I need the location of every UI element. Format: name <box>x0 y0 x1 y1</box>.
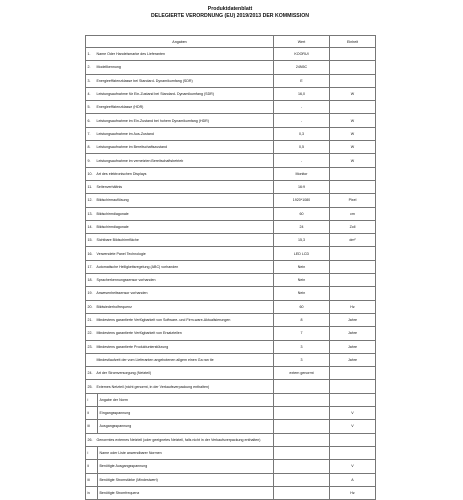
row-unit: A <box>330 473 376 486</box>
table-row <box>86 74 376 87</box>
row-label: Mindestlaufzeit der vom Lieferanten angebotenen allgem einen Ga ran tie <box>96 357 214 362</box>
row-label: Name Oder Handelsmarke des Lieferanten <box>96 52 166 57</box>
row-unit: W <box>330 114 376 127</box>
row-label-cell <box>86 340 274 353</box>
table-row <box>86 367 376 380</box>
row-value <box>274 473 330 486</box>
row-unit: Jahre <box>330 340 376 353</box>
row-value: extern genormt <box>274 367 330 380</box>
row-unit: W <box>330 141 376 154</box>
row-label-cell <box>86 313 274 326</box>
table-row <box>86 101 376 114</box>
row-number: iv <box>86 487 98 499</box>
row-label-cell <box>86 194 274 207</box>
row-unit <box>330 393 376 406</box>
row-label: Automatische Helligkeitsregelung (ABC) vorhanden <box>96 264 179 269</box>
row-label: Sichtbare Bildschirmfläche <box>96 238 139 243</box>
row-label: Mindestens garantierte Verfügbarkeit von Ersatzteilen <box>96 331 182 336</box>
row-value: - <box>274 154 330 167</box>
row-label: Energieeffizienzklasse bei Standard- Dynamikumfang (SDR) <box>96 78 193 83</box>
row-number: 16. <box>87 251 93 256</box>
row-label-cell <box>86 300 274 313</box>
row-label-cell <box>86 353 274 366</box>
row-unit <box>330 380 376 393</box>
row-unit <box>330 180 376 193</box>
table-row <box>86 300 376 313</box>
row-label-cell <box>86 287 274 300</box>
row-label-cell <box>86 473 274 486</box>
row-unit <box>330 247 376 260</box>
row-label-cell <box>86 180 274 193</box>
row-value <box>274 460 330 473</box>
row-label: Bildschirmauflösung <box>96 198 129 203</box>
row-value <box>274 380 330 393</box>
row-number: 8. <box>87 145 91 150</box>
table-row <box>86 433 376 446</box>
row-value <box>274 407 330 420</box>
row-label-cell <box>86 393 274 406</box>
row-number: 20. <box>87 304 93 309</box>
row-value: E <box>274 74 330 87</box>
row-label: Bildwiederholfrequenz <box>96 304 132 309</box>
row-label: Bildschirmdiagonale <box>96 225 129 229</box>
row-value: 16,0 <box>274 87 330 100</box>
row-label: Spracherkennungssensor vorhanden <box>96 278 156 283</box>
row-number: 26. <box>87 437 93 442</box>
row-number: 3. <box>87 78 91 83</box>
column-header-value: Wert <box>274 36 330 48</box>
table-row <box>86 420 376 433</box>
row-label-cell <box>86 446 274 459</box>
row-label: Seitenverhältnis <box>96 185 123 190</box>
row-number: 21. <box>87 318 93 323</box>
row-value <box>274 446 330 459</box>
row-number: 1. <box>87 52 91 57</box>
row-value: 15,3 <box>274 234 330 247</box>
column-header-details: Angaben <box>86 36 274 48</box>
row-unit <box>330 61 376 74</box>
row-value: KOORUI <box>274 48 330 61</box>
row-value: LED LCD <box>274 247 330 260</box>
row-label-cell <box>86 74 274 87</box>
row-value: 0,5 <box>274 141 330 154</box>
table-row <box>86 486 376 499</box>
row-number: i <box>86 394 98 406</box>
row-number: 18. <box>87 278 93 283</box>
row-unit: W <box>330 87 376 100</box>
table-row <box>86 473 376 486</box>
row-label-cell <box>86 247 274 260</box>
row-label: Leistungsaufnahme im vernetzten Bereitschaftsbetrieb <box>96 158 184 163</box>
table-row <box>86 247 376 260</box>
table-row <box>86 61 376 74</box>
row-unit: V <box>330 407 376 420</box>
row-label-cell <box>86 167 274 180</box>
row-value: 3 <box>274 353 330 366</box>
table-row <box>86 287 376 300</box>
row-label-cell <box>86 114 274 127</box>
row-unit: Jahre <box>330 313 376 326</box>
row-label: Ausgangsspannung <box>99 424 132 429</box>
row-number: 6. <box>87 118 91 123</box>
sheet-title: Produktdatenblatt <box>207 6 253 12</box>
row-number: 17. <box>87 264 93 269</box>
table-row <box>86 180 376 193</box>
row-unit <box>330 260 376 273</box>
row-unit <box>330 433 376 446</box>
row-label-cell <box>86 207 274 220</box>
sheet-header <box>85 6 375 19</box>
row-label-cell <box>86 61 274 74</box>
row-unit: cm <box>330 207 376 220</box>
row-label: Eingangsspannung <box>99 411 131 416</box>
row-number: iii <box>86 420 98 432</box>
row-unit: Hz <box>330 486 376 499</box>
row-label-cell <box>86 407 274 420</box>
row-label-cell <box>86 234 274 247</box>
table-row <box>86 407 376 420</box>
row-value <box>274 393 330 406</box>
row-label: Mindestens garantierte Verfügbarkeit von Software- und Firm-ware-Aktualisierungen <box>96 318 231 323</box>
table-row <box>86 48 376 61</box>
table-row <box>86 313 376 326</box>
row-unit: Jahre <box>330 327 376 340</box>
row-label-cell <box>86 260 274 273</box>
row-value <box>274 486 330 499</box>
row-number: 19. <box>87 291 93 296</box>
table-row <box>86 380 376 393</box>
row-label-cell <box>86 367 274 380</box>
row-label: Genormtes externes Netzteil (oder geeignetes Netzteil, falls nicht in der Verkaufsverpackung enthalten) <box>96 437 261 442</box>
row-label-cell <box>86 420 274 433</box>
row-unit: Pixel <box>330 194 376 207</box>
row-unit <box>330 48 376 61</box>
row-unit: V <box>330 460 376 473</box>
row-number: 11. <box>87 185 93 190</box>
row-number: 15. <box>87 238 93 243</box>
table-row <box>86 260 376 273</box>
row-unit <box>330 101 376 114</box>
row-label: Anwesenheitssensor vorhanden <box>96 291 148 296</box>
sheet-subtitle: DELEGIERTE VERORDNUNG (EU) 2019/2013 DER KOMMISSION <box>151 13 309 19</box>
table-row <box>86 353 376 366</box>
row-label-cell <box>86 380 274 393</box>
table-row <box>86 327 376 340</box>
row-unit <box>330 446 376 459</box>
table-row <box>86 393 376 406</box>
row-label-cell <box>86 154 274 167</box>
row-number: 24. <box>87 371 93 376</box>
row-value: - <box>274 114 330 127</box>
row-label-cell <box>86 433 274 446</box>
row-unit <box>330 74 376 87</box>
row-number: 14. <box>87 225 93 229</box>
row-label-cell <box>86 220 274 233</box>
row-value: Monitor <box>274 167 330 180</box>
row-number: 13. <box>87 211 93 216</box>
row-label: Angabe der Norm <box>99 397 128 402</box>
row-value: Nein <box>274 274 330 287</box>
row-value: 24N5C <box>274 61 330 74</box>
row-number: 12. <box>87 198 93 203</box>
row-number: 23. <box>87 344 93 349</box>
row-label: Art der Stromversorgung (Netzteil) <box>96 371 152 376</box>
row-label: Name oder Liste anwendbarer Normen <box>99 451 162 456</box>
row-label-cell <box>86 460 274 473</box>
row-value: 3 <box>274 340 330 353</box>
row-label: Verwendete Panel Technologie <box>96 251 146 256</box>
row-value: 0,3 <box>274 127 330 140</box>
row-unit: Hz <box>330 300 376 313</box>
table-row <box>86 194 376 207</box>
row-label: Modellkennung <box>96 65 121 70</box>
row-number: 9. <box>87 158 91 163</box>
row-unit: Jahre <box>330 353 376 366</box>
table-row <box>86 141 376 154</box>
row-number: 22. <box>87 331 93 336</box>
row-value: - <box>274 101 330 114</box>
row-number: 10. <box>87 171 93 176</box>
data-table <box>85 35 376 500</box>
row-value: 8 <box>274 313 330 326</box>
row-value: Nein <box>274 260 330 273</box>
row-value: 7 <box>274 327 330 340</box>
row-label: Benötigte Ausgangsspannung <box>99 464 148 469</box>
row-label: Art des elektronischen Displays <box>96 171 147 176</box>
row-unit: W <box>330 154 376 167</box>
row-label: Externes Netzteil (nicht genormt, in der Verkaufsverpackung enthalten) <box>96 384 210 389</box>
row-number: 2. <box>87 65 91 70</box>
row-number: 7. <box>87 131 91 136</box>
table-row <box>86 220 376 233</box>
row-number: iii <box>86 474 98 486</box>
row-label: Leistungsaufnahme im Bereitschaftszustand <box>96 145 168 150</box>
table-row <box>86 127 376 140</box>
row-label: Energieeffizienzklasse (HDR) <box>96 105 144 110</box>
row-unit: Zoll <box>330 220 376 233</box>
row-label-cell <box>86 48 274 61</box>
table-row <box>86 460 376 473</box>
row-label-cell <box>86 141 274 154</box>
table-row <box>86 154 376 167</box>
row-unit <box>330 274 376 287</box>
row-number: ii <box>86 460 98 472</box>
row-label-cell <box>86 327 274 340</box>
row-label-cell <box>86 274 274 287</box>
table-row <box>86 114 376 127</box>
row-value: 1920*1080 <box>274 194 330 207</box>
row-value: Nein <box>274 287 330 300</box>
row-value: 24 <box>274 220 330 233</box>
product-data-sheet <box>85 6 375 495</box>
row-value: 16:9 <box>274 180 330 193</box>
row-unit: W <box>330 127 376 140</box>
row-number: i <box>86 447 98 459</box>
row-unit: V <box>330 420 376 433</box>
table-header-row <box>86 36 376 48</box>
row-value <box>274 420 330 433</box>
row-label-cell <box>86 101 274 114</box>
table-row <box>86 87 376 100</box>
row-number: ii <box>86 407 98 419</box>
row-value <box>274 433 330 446</box>
row-label: Leistungsaufnahme im Ein-Zustand bei hohem Dynamikumfang (HDR) <box>96 118 209 123</box>
row-number: 25. <box>87 384 93 389</box>
row-label: Mindestens garantierte Produktunterstützung <box>96 344 169 349</box>
row-value: 60 <box>274 300 330 313</box>
row-unit <box>330 167 376 180</box>
table-row <box>86 446 376 459</box>
row-number: 4. <box>87 92 91 97</box>
table-row <box>86 207 376 220</box>
table-row <box>86 234 376 247</box>
row-label: Bildschirmdiagonale <box>96 211 129 216</box>
table-row <box>86 274 376 287</box>
table-row <box>86 340 376 353</box>
row-label-cell <box>86 127 274 140</box>
row-label: Benötigte Stromstärke (Mindestwert) <box>99 477 158 482</box>
row-unit <box>330 287 376 300</box>
row-label-cell <box>86 486 274 499</box>
row-label: Benötigte Stromfrequenz <box>99 490 140 495</box>
column-header-unit: Einheit <box>330 36 376 48</box>
row-unit <box>330 367 376 380</box>
row-value: 60 <box>274 207 330 220</box>
row-label: Leistungsaufnahme im Aus-Zustand <box>96 131 154 136</box>
row-number: 5. <box>87 105 91 110</box>
table-body <box>86 48 376 500</box>
row-label: Leistungsaufnahme für Ein-Zustand bei Standard- Dynamikumfang (SDR) <box>96 92 214 97</box>
row-unit: dm² <box>330 234 376 247</box>
table-row <box>86 167 376 180</box>
row-label-cell <box>86 87 274 100</box>
